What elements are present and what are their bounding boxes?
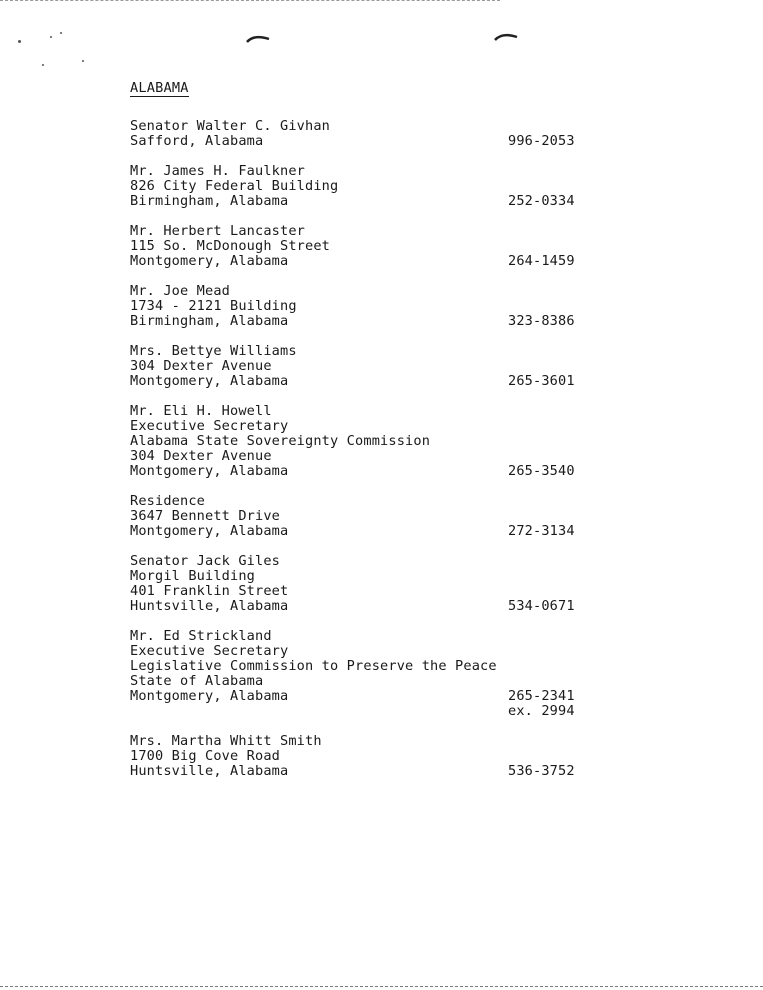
phone-column (508, 194, 575, 209)
scan-speck (82, 60, 84, 62)
contact-entry (130, 344, 590, 389)
contact-list (130, 77, 590, 794)
contact-line: Montgomery, Alabama (130, 688, 289, 704)
contact-name: Senator Walter C. Givhan (130, 118, 331, 134)
phone-column (508, 524, 575, 539)
contact-line: 826 City Federal Building (130, 178, 339, 194)
contact-name: Residence (130, 493, 206, 509)
phone-column (508, 464, 575, 479)
scan-speck (50, 36, 52, 38)
contact-name: Mr. Eli H. Howell (130, 403, 272, 419)
contact-line: Birmingham, Alabama (130, 313, 289, 329)
contact-name: Mr. Herbert Lancaster (130, 223, 306, 239)
contact-line: Birmingham, Alabama (130, 193, 289, 209)
entries-container (130, 119, 590, 779)
phone-number: 323-8386 (508, 313, 575, 329)
phone-column (508, 374, 575, 389)
contact-name: Senator Jack Giles (130, 553, 281, 569)
binder-mark-left (246, 33, 270, 43)
contact-entry (130, 554, 590, 614)
scan-speck (42, 64, 44, 66)
phone-number: 996-2053 (508, 133, 575, 149)
phone-column (508, 254, 575, 269)
contact-line: 115 So. McDonough Street (130, 238, 331, 254)
contact-line: Montgomery, Alabama (130, 253, 289, 269)
contact-line: Huntsville, Alabama (130, 598, 289, 614)
contact-line: 1700 Big Cove Road (130, 748, 281, 764)
phone-number: 252-0334 (508, 193, 575, 209)
phone-number: 265-3540 (508, 463, 575, 479)
contact-line: 401 Franklin Street (130, 583, 289, 599)
contact-entry (130, 734, 590, 779)
state-heading: ALABAMA (130, 80, 189, 96)
phone-extension: ex. 2994 (508, 703, 575, 719)
contact-line: 304 Dexter Avenue (130, 358, 272, 374)
contact-entry (130, 404, 590, 479)
contact-entry (130, 494, 590, 539)
contact-entry (130, 164, 590, 209)
contact-line: Executive Secretary (130, 643, 289, 659)
contact-line: State of Alabama (130, 673, 264, 689)
contact-entry (130, 119, 590, 149)
phone-number: 534-0671 (508, 598, 575, 614)
contact-line: Huntsville, Alabama (130, 763, 289, 779)
contact-line: Safford, Alabama (130, 133, 264, 149)
contact-line: Alabama State Sovereignty Commission (130, 433, 431, 449)
contact-line: 304 Dexter Avenue (130, 448, 272, 464)
phone-column (508, 689, 575, 719)
contact-line: Legislative Commission to Preserve the Peace (130, 658, 497, 674)
contact-line: Montgomery, Alabama (130, 373, 289, 389)
contact-name: Mr. Joe Mead (130, 283, 231, 299)
contact-line: Montgomery, Alabama (130, 463, 289, 479)
phone-column (508, 314, 575, 329)
binder-mark-right (494, 31, 518, 41)
contact-entry (130, 629, 590, 719)
scan-speck (60, 32, 62, 34)
contact-line: 1734 - 2121 Building (130, 298, 297, 314)
phone-number: 265-2341 (508, 688, 575, 704)
phone-number: 265-3601 (508, 373, 575, 389)
scan-edge-top (0, 0, 500, 1)
contact-line: Montgomery, Alabama (130, 523, 289, 539)
contact-entry (130, 224, 590, 269)
contact-name: Mr. Ed Strickland (130, 628, 272, 644)
contact-name: Mr. James H. Faulkner (130, 163, 306, 179)
contact-line: 3647 Bennett Drive (130, 508, 281, 524)
phone-number: 272-3134 (508, 523, 575, 539)
contact-line: Executive Secretary (130, 418, 289, 434)
phone-column (508, 134, 575, 149)
contact-entry (130, 284, 590, 329)
contact-line: Morgil Building (130, 568, 256, 584)
phone-number: 264-1459 (508, 253, 575, 269)
scan-edge-bottom (0, 986, 763, 987)
phone-column (508, 599, 575, 614)
phone-number: 536-3752 (508, 763, 575, 779)
contact-name: Mrs. Martha Whitt Smith (130, 733, 322, 749)
scan-speck (18, 40, 21, 43)
phone-column (508, 764, 575, 779)
contact-name: Mrs. Bettye Williams (130, 343, 297, 359)
